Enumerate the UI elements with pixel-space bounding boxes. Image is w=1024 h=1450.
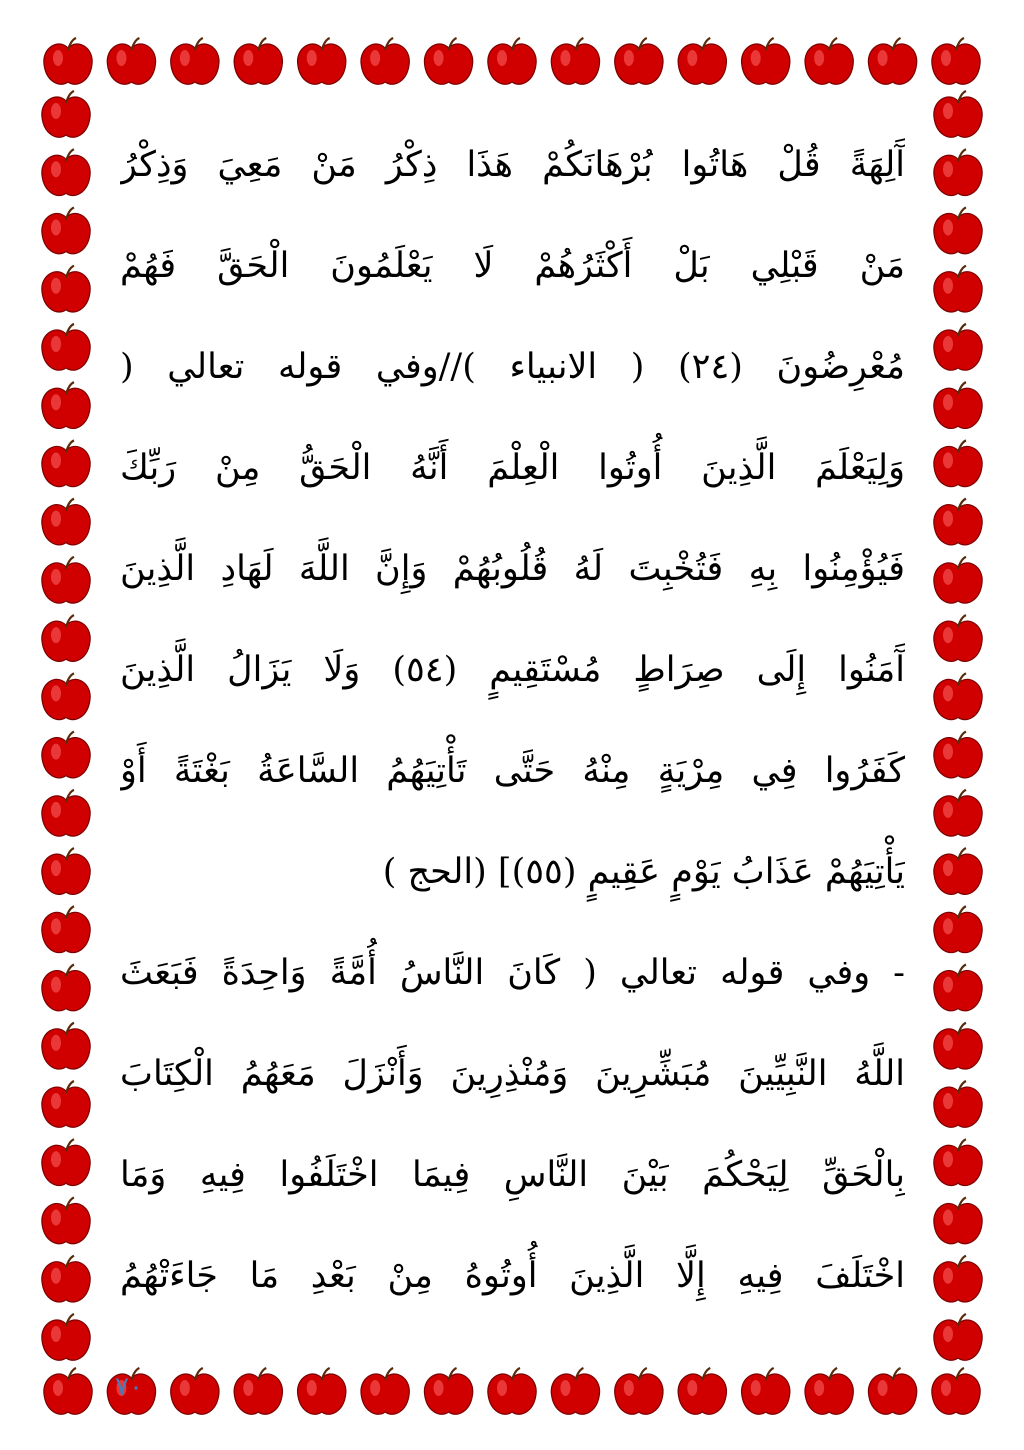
document-body: [120, 115, 905, 1385]
text-line: آَلِهَةً قُلْ هَاتُوا بُرْهَانَكُمْ هَذَا ذِكْرُ مَنْ مَعِيَ وَذِكْرُ: [120, 145, 905, 185]
apple-icon: [44, 1368, 92, 1414]
apple-icon: [615, 38, 663, 84]
apple-icon: [42, 906, 90, 952]
apple-icon: [805, 38, 853, 84]
apple-icon: [42, 91, 90, 137]
apple-icon: [551, 38, 599, 84]
apple-icon: [934, 382, 982, 428]
apple-icon: [234, 38, 282, 84]
apple-icon: [934, 149, 982, 195]
apple-icon: [42, 440, 90, 486]
apple-icon: [934, 848, 982, 894]
apple-icon: [934, 207, 982, 253]
apple-icon: [42, 557, 90, 603]
apple-icon: [934, 1198, 982, 1244]
apple-icon: [42, 1023, 90, 1069]
apple-icon: [42, 324, 90, 370]
apple-icon: [678, 38, 726, 84]
apple-icon: [42, 732, 90, 778]
apple-icon: [934, 615, 982, 661]
apple-icon: [934, 440, 982, 486]
text-line: اخْتَلَفَ فِيهِ إِلَّا الَّذِينَ أُوتُوهُ مِنْ بَعْدِ مَا جَاءَتْهُمُ: [120, 1256, 905, 1296]
apple-icon: [868, 38, 916, 84]
apple-icon: [934, 906, 982, 952]
text-line: بِالْحَقِّ لِيَحْكُمَ بَيْنَ النَّاسِ فِيمَا اخْتَلَفُوا فِيهِ وَمَا: [120, 1155, 905, 1195]
text-line: يَأْتِيَهُمْ عَذَابُ يَوْمٍ عَقِيمٍ (٥٥)] (الحج ): [382, 852, 905, 892]
apple-icon: [934, 557, 982, 603]
apple-icon: [361, 38, 409, 84]
apple-icon: [934, 965, 982, 1011]
apple-icon: [42, 848, 90, 894]
apple-icon: [742, 38, 790, 84]
apple-icon: [934, 91, 982, 137]
apple-icon: [934, 1023, 982, 1069]
apple-icon: [42, 1256, 90, 1302]
apple-icon: [42, 615, 90, 661]
apple-icon: [42, 266, 90, 312]
apple-icon: [44, 38, 92, 84]
apple-icon: [934, 1314, 982, 1360]
text-line: - وفي قوله تعالي ( كَانَ النَّاسُ أُمَّةً وَاحِدَةً فَبَعَثَ: [120, 953, 905, 993]
apple-icon: [934, 732, 982, 778]
apple-icon: [42, 1314, 90, 1360]
apple-icon: [934, 673, 982, 719]
text-line: وَلِيَعْلَمَ الَّذِينَ أُوتُوا الْعِلْمَ أَنَّهُ الْحَقُّ مِنْ رَبِّكَ: [120, 448, 905, 488]
apple-icon: [488, 38, 536, 84]
apple-icon: [934, 1139, 982, 1185]
apple-icon: [42, 1198, 90, 1244]
apple-icon: [42, 965, 90, 1011]
text-line: اللَّهُ النَّبِيِّينَ مُبَشِّرِينَ وَمُنْذِرِينَ وَأَنْزَلَ مَعَهُمُ الْكِتَابَ: [120, 1054, 905, 1094]
apple-icon: [107, 38, 155, 84]
apple-icon: [932, 38, 980, 84]
apple-icon: [934, 499, 982, 545]
text-line: كَفَرُوا فِي مِرْيَةٍ مِنْهُ حَتَّى تَأْتِيَهُمُ السَّاعَةُ بَغْتَةً أَوْ: [120, 751, 905, 791]
apple-icon: [934, 1256, 982, 1302]
apple-icon: [42, 382, 90, 428]
apple-icon: [42, 499, 90, 545]
page-number: ٧٠: [115, 1372, 143, 1402]
apple-icon: [42, 673, 90, 719]
apple-icon: [934, 266, 982, 312]
apple-icon: [934, 1081, 982, 1127]
apple-icon: [171, 38, 219, 84]
apple-icon: [424, 38, 472, 84]
apple-icon: [42, 207, 90, 253]
apple-icon: [42, 149, 90, 195]
apple-icon: [42, 790, 90, 836]
text-line: فَيُؤْمِنُوا بِهِ فَتُخْبِتَ لَهُ قُلُوبُهُمْ وَإِنَّ اللَّهَ لَهَادِ الَّذِينَ: [120, 549, 905, 589]
text-line: مَنْ قَبْلِي بَلْ أَكْثَرُهُمْ لَا يَعْلَمُونَ الْحَقَّ فَهُمْ: [120, 246, 905, 286]
apple-icon: [934, 324, 982, 370]
text-line: آَمَنُوا إِلَى صِرَاطٍ مُسْتَقِيمٍ (٥٤) وَلَا يَزَالُ الَّذِينَ: [120, 650, 905, 690]
apple-icon: [42, 1139, 90, 1185]
apple-icon: [934, 790, 982, 836]
apple-icon: [298, 38, 346, 84]
apple-icon: [42, 1081, 90, 1127]
apple-icon: [932, 1368, 980, 1414]
text-line: مُعْرِضُونَ (٢٤) ( الانبياء )//وفي قوله تعالي (: [120, 347, 905, 387]
